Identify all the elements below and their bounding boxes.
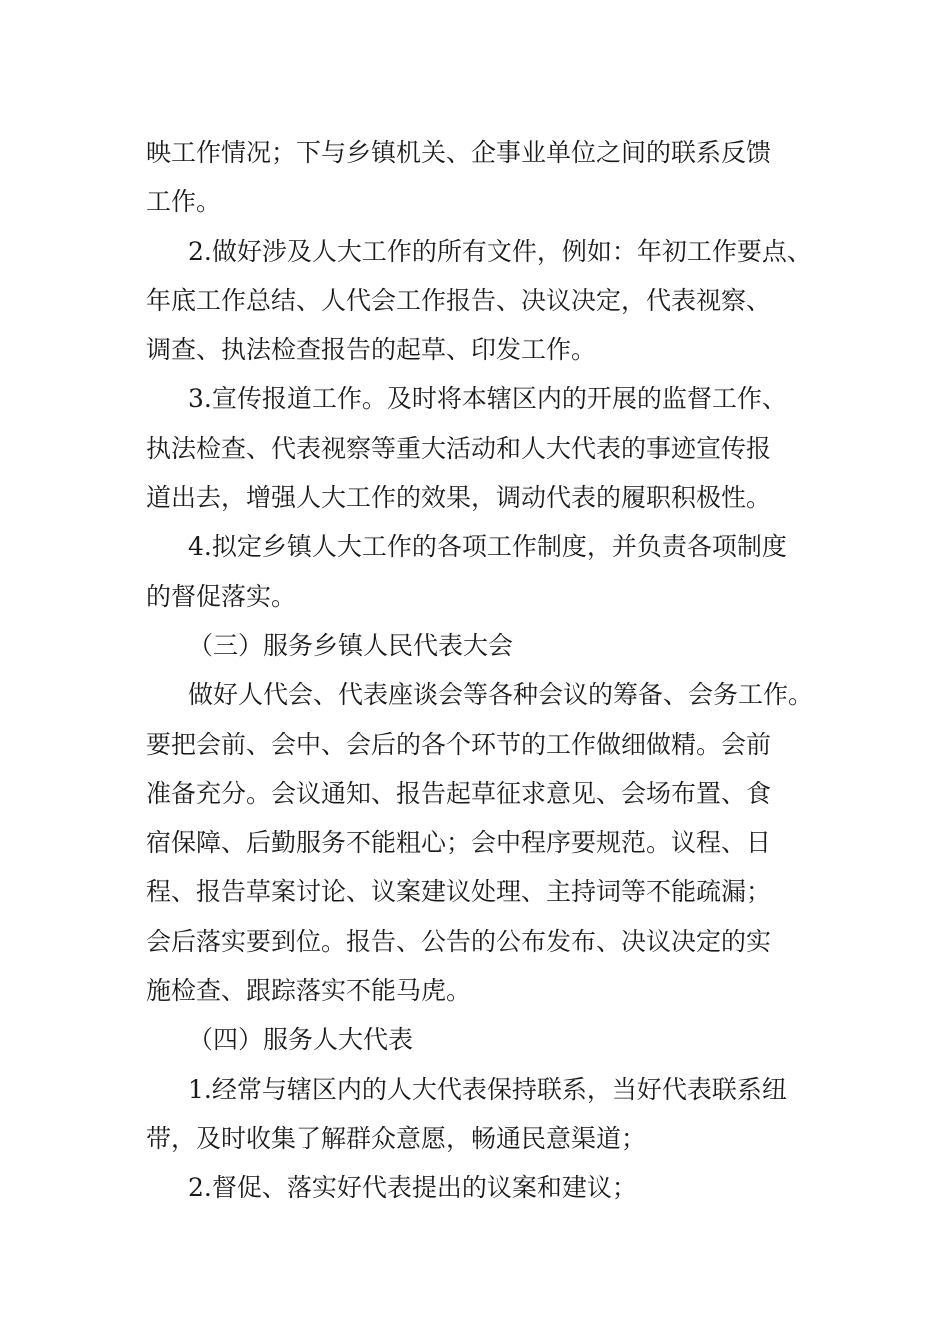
paragraph-section-3-body: [146, 670, 836, 1015]
paragraph-item-2: [146, 227, 836, 375]
paragraph-item-3: [146, 374, 836, 522]
text-line: 年底工作总结、人代会工作报告、决议决定，代表视察、: [146, 285, 772, 315]
text-line: 会后落实要到位。报告、公告的公布发布、决议决定的实: [146, 926, 772, 956]
paragraph-section-4-item-1: [146, 1065, 836, 1164]
text-line: 带，及时收集了解群众意愿，畅通民意渠道；: [146, 1123, 647, 1153]
text-line: 4.拟定乡镇人大工作的各项工作制度，并负责各项制度: [188, 532, 787, 562]
text-line: 工作。: [146, 187, 222, 217]
text-line: 准备充分。会议通知、报告起草征求意见、会场布置、食: [146, 778, 772, 808]
text-line: 宿保障、后勤服务不能粗心；会中程序要规范。议程、日: [146, 828, 772, 858]
text-line: 调查、执法检查报告的起草、印发工作。: [146, 335, 597, 365]
text-line: 映工作情况；下与乡镇机关、企事业单位之间的联系反馈: [146, 138, 772, 167]
text-line: 3.宣传报道工作。及时将本辖区内的开展的监督工作、: [188, 384, 787, 414]
text-line: 2.做好涉及人大工作的所有文件，例如：年初工作要点、: [188, 236, 812, 266]
text-line: 要把会前、会中、会后的各个环节的工作做细做精。会前: [146, 729, 772, 759]
text-line: 做好人代会、代表座谈会等各种会议的筹备、会务工作。: [188, 680, 814, 710]
text-line: 1.经常与辖区内的人大代表保持联系，当好代表联系纽: [188, 1074, 787, 1104]
paragraph-item-4: [146, 522, 836, 621]
section-heading-3: [146, 621, 836, 670]
text-line: 执法检查、代表视察等重大活动和人大代表的事迹宣传报: [146, 433, 772, 463]
text-line: 程、报告草案讨论、议案建议处理、主持词等不能疏漏；: [146, 877, 772, 907]
section-heading-4: [146, 1015, 836, 1064]
paragraph-continuation: [146, 128, 836, 227]
text-line: 施检查、跟踪落实不能马虎。: [146, 976, 472, 1006]
text-line: 的督促落实。: [146, 581, 297, 611]
text-line: 2.督促、落实好代表提出的议案和建议；: [188, 1173, 637, 1203]
text-line: 道出去，增强人大工作的效果，调动代表的履职积极性。: [146, 483, 772, 513]
paragraph-section-4-item-2: [146, 1163, 836, 1212]
section-heading-text: （四）服务人大代表: [188, 1025, 414, 1055]
document-body: [146, 128, 836, 1213]
section-heading-text: （三）服务乡镇人民代表大会: [188, 630, 514, 660]
